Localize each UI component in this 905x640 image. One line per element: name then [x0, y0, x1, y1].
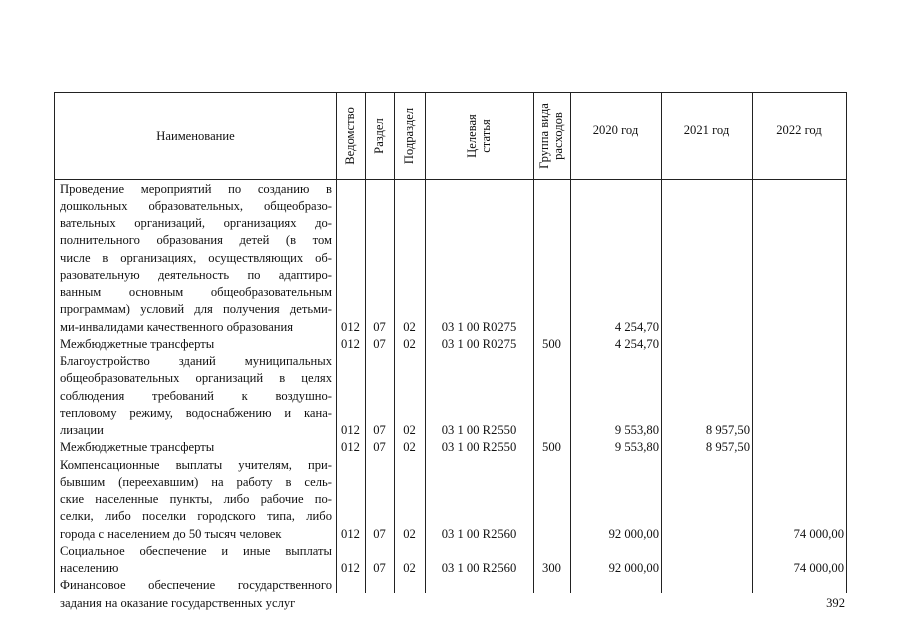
cell-vedomstvo — [336, 595, 365, 612]
header-2021: 2021 год — [683, 123, 730, 137]
row-name — [60, 577, 332, 612]
cell-celevaya: 03 1 00 R2560 — [441, 526, 517, 541]
header-celevaya-line1: Целевая — [464, 114, 479, 158]
row-name-line: Проведение мероприятий по созданию в — [60, 181, 332, 196]
cell-gruppa — [533, 595, 570, 612]
row-name-line: Межбюджетные трансферты — [60, 336, 215, 351]
row-name-line: Социальное обеспечение и иные выплаты — [60, 543, 332, 558]
cell-podrazdel: 02 — [403, 423, 416, 437]
cell-y2020: 92 000,00 — [608, 526, 659, 541]
cell-vedomstvo: 012 — [341, 423, 360, 437]
cell-vedomstvo: 012 — [341, 440, 360, 455]
cell-vedomstvo: 012 — [341, 336, 360, 351]
cell-celevaya: 03 1 00 R2550 — [441, 440, 517, 455]
row-name-line: полнительного образования детей (в том — [60, 233, 332, 248]
cell-podrazdel: 02 — [403, 526, 416, 541]
row-name-line: бывшим (переехавшим) на работу в сель- — [60, 474, 332, 489]
cell-celevaya: 03 1 00 R0275 — [441, 319, 517, 334]
cell-razdel: 07 — [373, 423, 386, 437]
header-name: Наименование — [156, 129, 235, 143]
cell-y2020: 9 553,80 — [614, 440, 659, 455]
row-name-line: ванным основным общеобразовательным — [60, 285, 332, 299]
row-name — [60, 457, 332, 543]
cell-podrazdel: 02 — [403, 319, 416, 334]
cell-razdel: 07 — [373, 561, 386, 575]
header-gruppa-line1: Группа вида — [536, 103, 551, 169]
row-name-line: общеобразовательных организаций в целях — [60, 371, 332, 386]
cell-y2021 — [661, 319, 750, 336]
cell-podrazdel: 02 — [403, 561, 416, 575]
header-podrazdel-text: Подраздел — [401, 107, 416, 165]
row-name-line: Благоустройство зданий муниципальных — [60, 354, 332, 368]
cell-razdel: 07 — [373, 440, 386, 455]
row-name-line: вательных организаций, организациях до- — [60, 216, 332, 230]
cell-celevaya: 03 1 00 R0275 — [441, 336, 517, 351]
header-2022: 2022 год — [776, 123, 822, 137]
cell-y2020 — [570, 595, 659, 612]
row-name — [60, 336, 332, 353]
cell-y2022: 74 000,00 — [793, 561, 844, 575]
cell-y2022: 74 000,00 — [793, 526, 844, 541]
cell-gruppa — [533, 526, 570, 543]
cell-y2020: 92 000,00 — [608, 561, 659, 575]
cell-y2020: 4 254,70 — [614, 336, 659, 351]
row-name — [60, 353, 332, 439]
cell-podrazdel: 02 — [403, 440, 416, 455]
header-vedomstvo-text: Ведомство — [342, 107, 357, 165]
row-name-line: Финансовое обеспечение государственного — [60, 578, 332, 593]
cell-y2021 — [661, 595, 750, 612]
cell-y2021 — [661, 560, 750, 577]
cell-razdel: 07 — [373, 336, 386, 351]
cell-y2021: 8 957,50 — [705, 440, 750, 455]
cell-gruppa — [533, 422, 570, 439]
cell-y2021 — [661, 526, 750, 543]
cell-y2022 — [752, 319, 844, 336]
row-name-line: селки, либо поселки городского типа, либо — [60, 509, 332, 524]
row-name-line: соблюдения требований к воздушно- — [60, 388, 332, 403]
cell-celevaya: 03 1 00 R2560 — [441, 561, 517, 575]
cell-celevaya: 03 1 00 R2550 — [441, 423, 517, 437]
cell-razdel — [365, 595, 394, 612]
cell-podrazdel — [394, 595, 425, 612]
cell-vedomstvo: 012 — [341, 319, 360, 334]
cell-y2022 — [752, 439, 844, 456]
cell-podrazdel: 02 — [403, 336, 416, 351]
row-name-line: Компенсационные выплаты учителям, при- — [60, 457, 332, 472]
row-name-line: тепловому режиму, водоснабжению и кана- — [60, 405, 332, 420]
row-name-line: Межбюджетные трансферты — [60, 440, 215, 455]
cell-gruppa — [533, 319, 570, 336]
row-name-line: дошкольных образовательных, общеобразо- — [60, 198, 332, 213]
cell-y2020: 9 553,80 — [614, 423, 659, 437]
page-number: 392 — [826, 596, 845, 610]
cell-vedomstvo: 012 — [341, 561, 360, 575]
row-name-line: лизации — [60, 423, 104, 437]
row-name-line: задания на оказание государственных услуг — [60, 595, 296, 610]
header-gruppa-line2: расходов — [550, 112, 565, 160]
row-name-line: ми-инвалидами качественного образования — [60, 319, 294, 334]
cell-gruppa: 500 — [542, 440, 561, 455]
cell-y2022 — [752, 422, 844, 439]
row-name — [60, 439, 332, 456]
header-razdel-text: Раздел — [371, 118, 386, 154]
cell-y2020: 4 254,70 — [614, 319, 659, 334]
row-name-line: разовательную деятельность по адаптиро- — [60, 267, 332, 282]
row-name — [60, 181, 332, 336]
cell-y2021 — [661, 336, 750, 353]
header-celevaya-line2: статья — [478, 119, 493, 153]
row-name-line: программам) условий для получения детьми- — [60, 302, 332, 317]
row-name — [60, 543, 332, 578]
cell-gruppa: 300 — [542, 561, 561, 575]
cell-y2021: 8 957,50 — [705, 423, 750, 437]
cell-vedomstvo: 012 — [341, 526, 360, 541]
cell-celevaya — [425, 595, 533, 612]
row-name-line: ские населенные пункты, либо рабочие по- — [60, 492, 332, 506]
header-2020: 2020 год — [592, 123, 639, 137]
cell-razdel: 07 — [373, 319, 386, 334]
cell-razdel: 07 — [373, 526, 386, 541]
row-name-line: населению — [60, 561, 119, 575]
row-name-line: числе в организациях, осуществляющих об- — [60, 250, 332, 265]
cell-gruppa: 500 — [542, 336, 561, 351]
cell-y2022 — [752, 336, 844, 353]
row-name-line: города с населением до 50 тысяч человек — [60, 526, 282, 541]
